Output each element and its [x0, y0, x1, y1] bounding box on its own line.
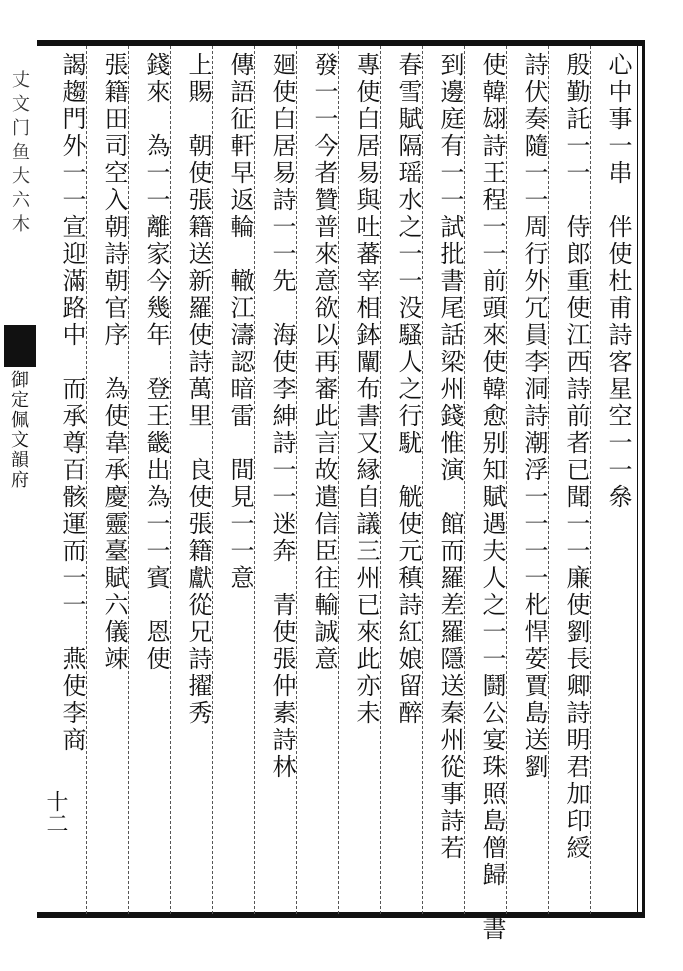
text-column-3: 詩伏奏隨一一周行外冗員李洞詩潮浮一一一一朼悍荌賈島送劉	[520, 52, 548, 781]
text-column-7: 專使白居易與吐蕃宰相鉢闡布書又縁自議三州已來此亦未	[352, 52, 380, 727]
fold-partial-characters: 丈文门鱼大六木	[9, 70, 30, 238]
text-column-4: 使韓翃詩王程一一前頭來使韓愈别知賦遇夫人之一一鬪公宴珠照島僧歸 書	[478, 52, 506, 943]
text-column-10: 傳語征軒早返輪 轍江濤認暗雷 間見一一意	[226, 52, 254, 592]
text-column-9: 廻使白居易詩一一先 海使李紳詩一一迷奔 青使張仲素詩林	[268, 52, 296, 781]
fold-black-block	[4, 325, 36, 367]
text-column-5: 到邊庭有一一試批書尾話梁州錢惟演 館而羅差羅隱送秦州從事詩若	[436, 52, 464, 862]
text-column-14: 謁趨門外一一宣迎滿路中 而承尊百骸運而一一 燕使李商	[58, 52, 86, 754]
text-column-1: 心中事一串 伴使杜甫詩客星空一一㕘	[604, 52, 632, 511]
text-column-6: 春雪賦隔瑶水之一一没騷人之行駀 觥使元稹詩紅娘留醉	[394, 52, 422, 727]
text-column-11: 上賜 朝使張籍送新羅使詩萬里 良使張籍獻從兄詩擢秀	[184, 52, 212, 727]
text-column-12: 錢來 為一一離家今幾年 登王畿出為一一賓 恩使	[142, 52, 170, 673]
page-number: 十二	[43, 790, 68, 834]
text-column-8: 發一一今者贊普來意欲以再審此言故遣信臣往輸誠意	[310, 52, 338, 673]
text-column-13: 張籍田司空入朝詩朝官序 為使韋承慶靈臺賦六儀竦	[100, 52, 128, 673]
text-column-2: 殷勤託一一 侍郎重使江西詩前者已聞一一廉使劉長卿詩明君加印綬	[562, 52, 590, 862]
page-margin-fold	[0, 40, 36, 918]
book-title: 御定佩文韻府	[8, 370, 29, 490]
